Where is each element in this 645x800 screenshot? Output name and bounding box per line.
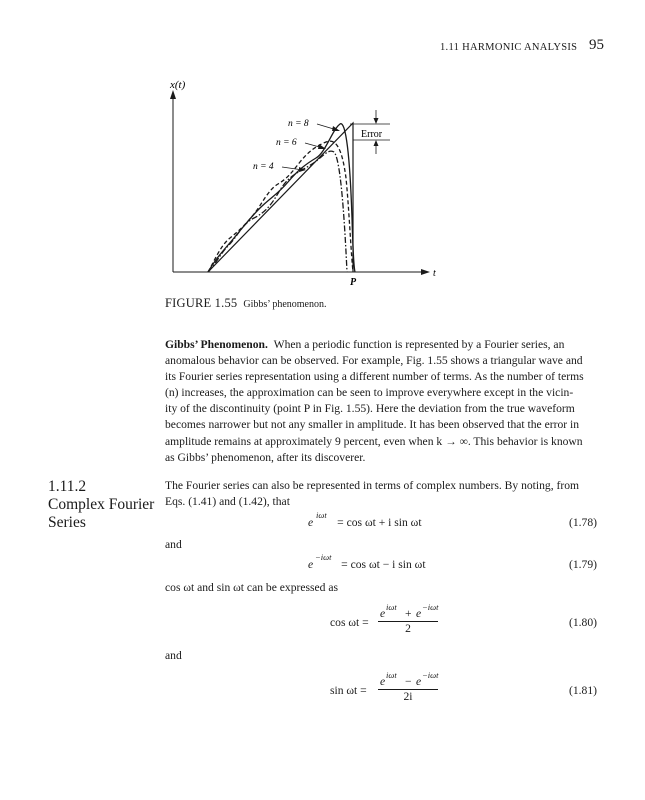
equation-1-81-lhs: sin ωt = <box>330 684 367 697</box>
curve-n4 <box>208 151 347 272</box>
equation-1-78: e iωt = cos ωt + i sin ωt <box>308 510 422 529</box>
equation-number-1-78: (1.78) <box>569 516 598 529</box>
and-text-1: and <box>165 538 182 551</box>
gibbs-line-4: (n) increases, the approximation can be seen to improve everywhere except in the vicin- <box>165 386 574 400</box>
equation-1-81-fraction <box>378 672 438 703</box>
section-title-line2: Series <box>48 514 86 531</box>
x-axis-arrow <box>421 269 430 275</box>
gibbs-line-7: amplitude remains at approximately 9 percent, even when k → ∞. This behavior is known <box>165 434 583 448</box>
gibbs-line-5: ity of the discontinuity (point P in Fig. 1.55). Here the deviation from the true waveform <box>165 402 575 416</box>
gibbs-paragraph <box>165 337 605 466</box>
gibbs-line-2: anomalous behavior can be observed. For example, Fig. 1.55 shows a triangular wave and <box>165 354 583 368</box>
equation-1-80-fraction <box>378 604 438 635</box>
gibbs-heading: Gibbs’ Phenomenon. <box>165 338 268 351</box>
section-number: 1.11.2 <box>48 478 87 495</box>
curve-n6 <box>208 141 353 272</box>
cos-sin-text: cos ωt and sin ωt can be expressed as <box>165 581 339 594</box>
gibbs-line-8: as Gibbs’ phenomenon, after its discoverer. <box>165 450 366 464</box>
error-label: Error <box>361 129 383 140</box>
equation-number-1-79: (1.79) <box>569 558 598 571</box>
figure-plot <box>150 68 450 292</box>
intro-line-2: Eqs. (1.41) and (1.42), that <box>165 495 290 509</box>
equation-number-1-80: (1.80) <box>569 616 598 629</box>
y-axis-arrow <box>170 90 176 99</box>
caption-text: Gibbs’ phenomenon. <box>243 299 327 310</box>
equation-1-80-lhs: cos ωt = <box>330 616 369 629</box>
point-p-label: P <box>350 277 357 288</box>
gibbs-line-6: becomes narrower but not any smaller in amplitude. It has been observed that the error in <box>165 418 580 432</box>
gibbs-line-1: Gibbs’ Phenomenon. When a periodic function is represented by a Fourier series, an <box>165 338 565 351</box>
equation-number-1-81: (1.81) <box>569 684 598 697</box>
section-title-line1: Complex Fourier <box>48 496 155 513</box>
intro-line-1: The Fourier series can also be represented in terms of complex numbers. By noting, from <box>165 479 580 492</box>
page-number: 95 <box>589 37 604 53</box>
caption-number: FIGURE 1.55 <box>165 296 238 310</box>
equation-1-80-numerator: e iωt + e −iωt <box>380 602 439 620</box>
curve-label-n8: n = 8 <box>288 119 309 129</box>
running-header: 1.11 HARMONIC ANALYSIS <box>440 42 578 53</box>
equation-1-81-numerator: e iωt − e −iωt <box>380 670 439 688</box>
y-axis-label: x(t) <box>170 79 186 91</box>
equation-1-79: e −iωt = cos ωt − i sin ωt <box>308 552 426 571</box>
x-axis-label: t <box>433 268 436 279</box>
fraction-bar: 2i <box>378 689 438 703</box>
curve-label-n4: n = 4 <box>253 162 274 172</box>
intro-paragraph <box>165 478 605 510</box>
gibbs-line-3: its Fourier series representation using a different number of terms. As the number of terms <box>165 370 584 384</box>
section-heading <box>48 478 154 532</box>
fraction-bar: 2 <box>378 621 438 635</box>
figure-caption <box>165 296 326 311</box>
curve-label-n6: n = 6 <box>276 138 297 148</box>
and-text-2: and <box>165 649 182 662</box>
figure-gibbs <box>150 68 450 292</box>
